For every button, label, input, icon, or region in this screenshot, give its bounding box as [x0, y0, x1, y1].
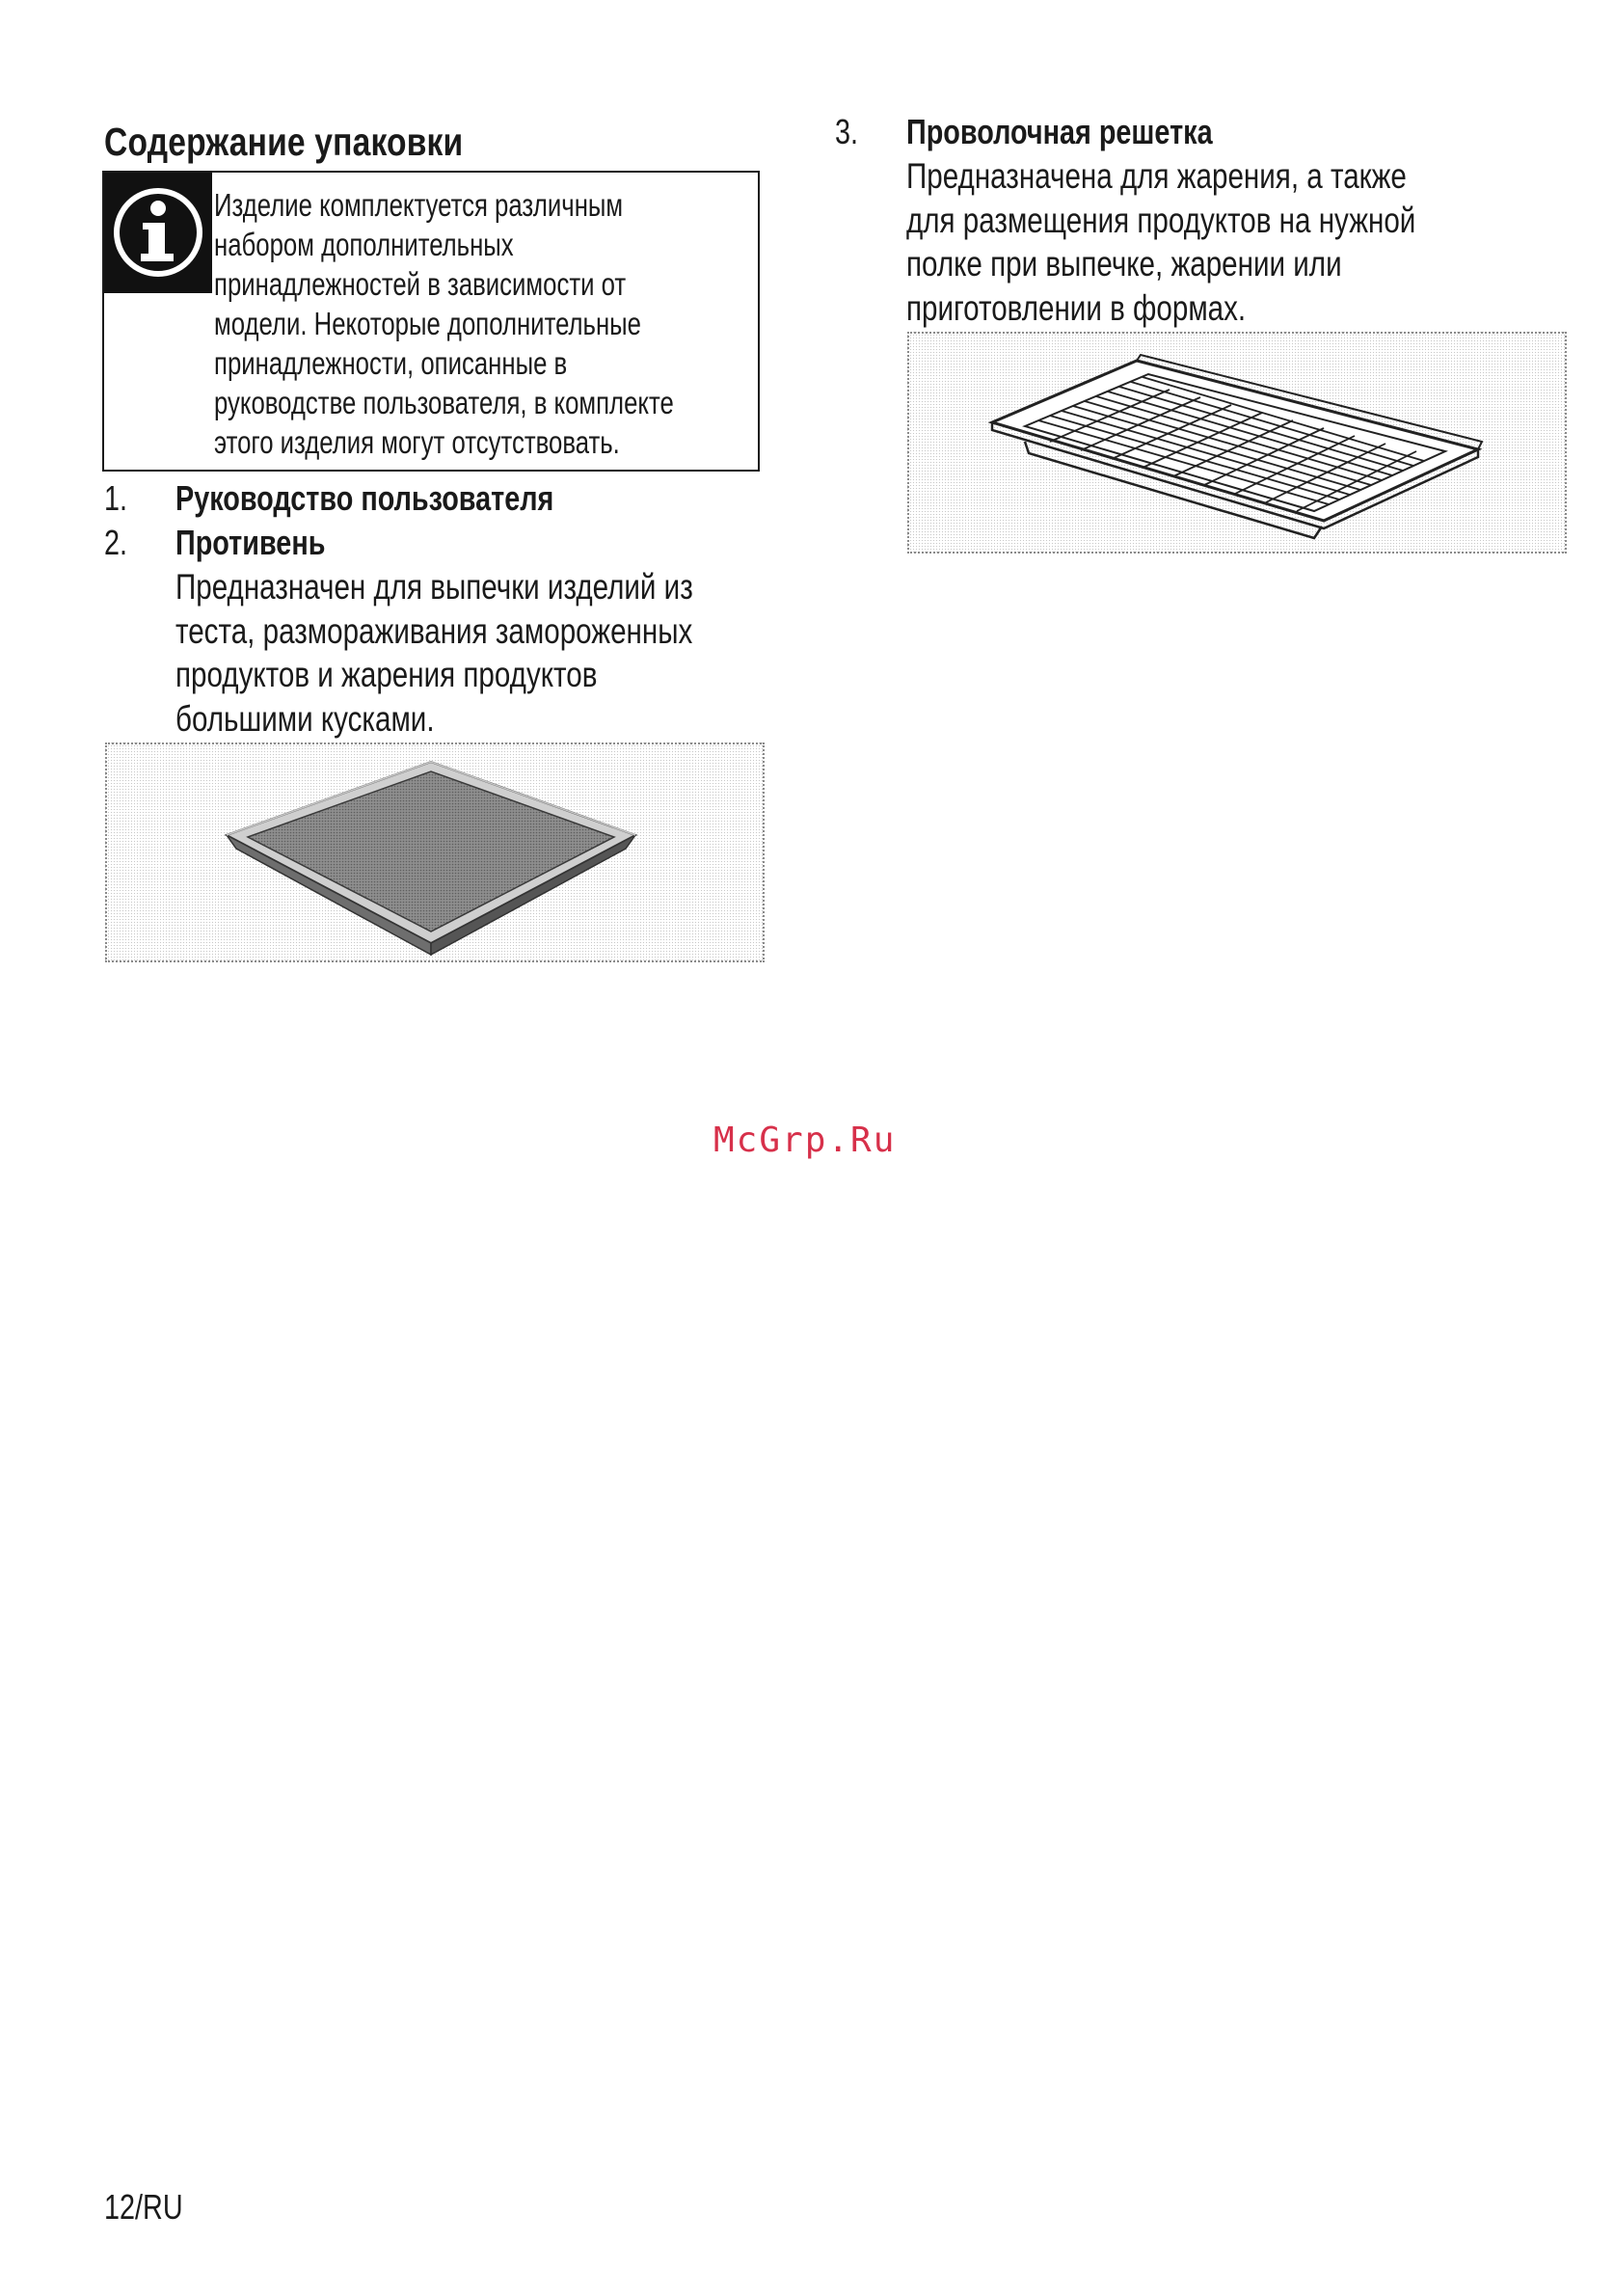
description-line: полке при выпечке, жарении или	[906, 244, 1342, 284]
list-item-title: Проволочная решетка	[906, 112, 1213, 151]
description-line: теста, размораживания замороженных	[175, 610, 693, 651]
list-item-title: Противень	[175, 523, 326, 562]
wire-rack-illustration	[909, 334, 1565, 552]
watermark: McGrp.Ru	[713, 1121, 897, 1160]
info-note-line: этого изделия могут отсутствовать.	[214, 424, 620, 460]
info-note-line: принадлежностей в зависимости от	[214, 266, 627, 302]
info-note-line: Изделие комплектуется различным	[214, 187, 624, 223]
list-item-description	[175, 565, 693, 741]
list-item-number: 3.	[835, 112, 859, 151]
page-number: 12/RU	[104, 2187, 183, 2227]
info-note-text	[214, 185, 740, 462]
list-item-title: Руководство пользователя	[175, 478, 554, 518]
wire-rack-figure	[907, 332, 1567, 554]
description-line: приготовлении в формах.	[906, 287, 1247, 328]
info-note-line: набором дополнительных	[214, 227, 514, 262]
baking-tray-illustration	[107, 744, 763, 960]
description-line: продуктов и жарения продуктов	[175, 655, 598, 694]
baking-tray-figure	[105, 743, 765, 962]
info-note-line: модели. Некоторые дополнительные	[214, 306, 641, 341]
list-item-description	[906, 154, 1415, 330]
info-note-line: принадлежности, описанные в	[214, 345, 568, 381]
description-line: большими кусками.	[175, 698, 435, 739]
list-item-number: 2.	[104, 523, 128, 562]
description-line: Предназначен для выпечки изделий из	[175, 567, 693, 607]
info-icon	[104, 173, 212, 293]
page-title: Содержание упаковки	[104, 120, 464, 164]
info-note-line: руководстве пользователя, в комплекте	[214, 385, 674, 420]
list-item-number: 1.	[104, 478, 128, 518]
description-line: Предназначена для жарения, а также	[906, 156, 1407, 196]
description-line: для размещения продуктов на нужной	[906, 200, 1416, 240]
